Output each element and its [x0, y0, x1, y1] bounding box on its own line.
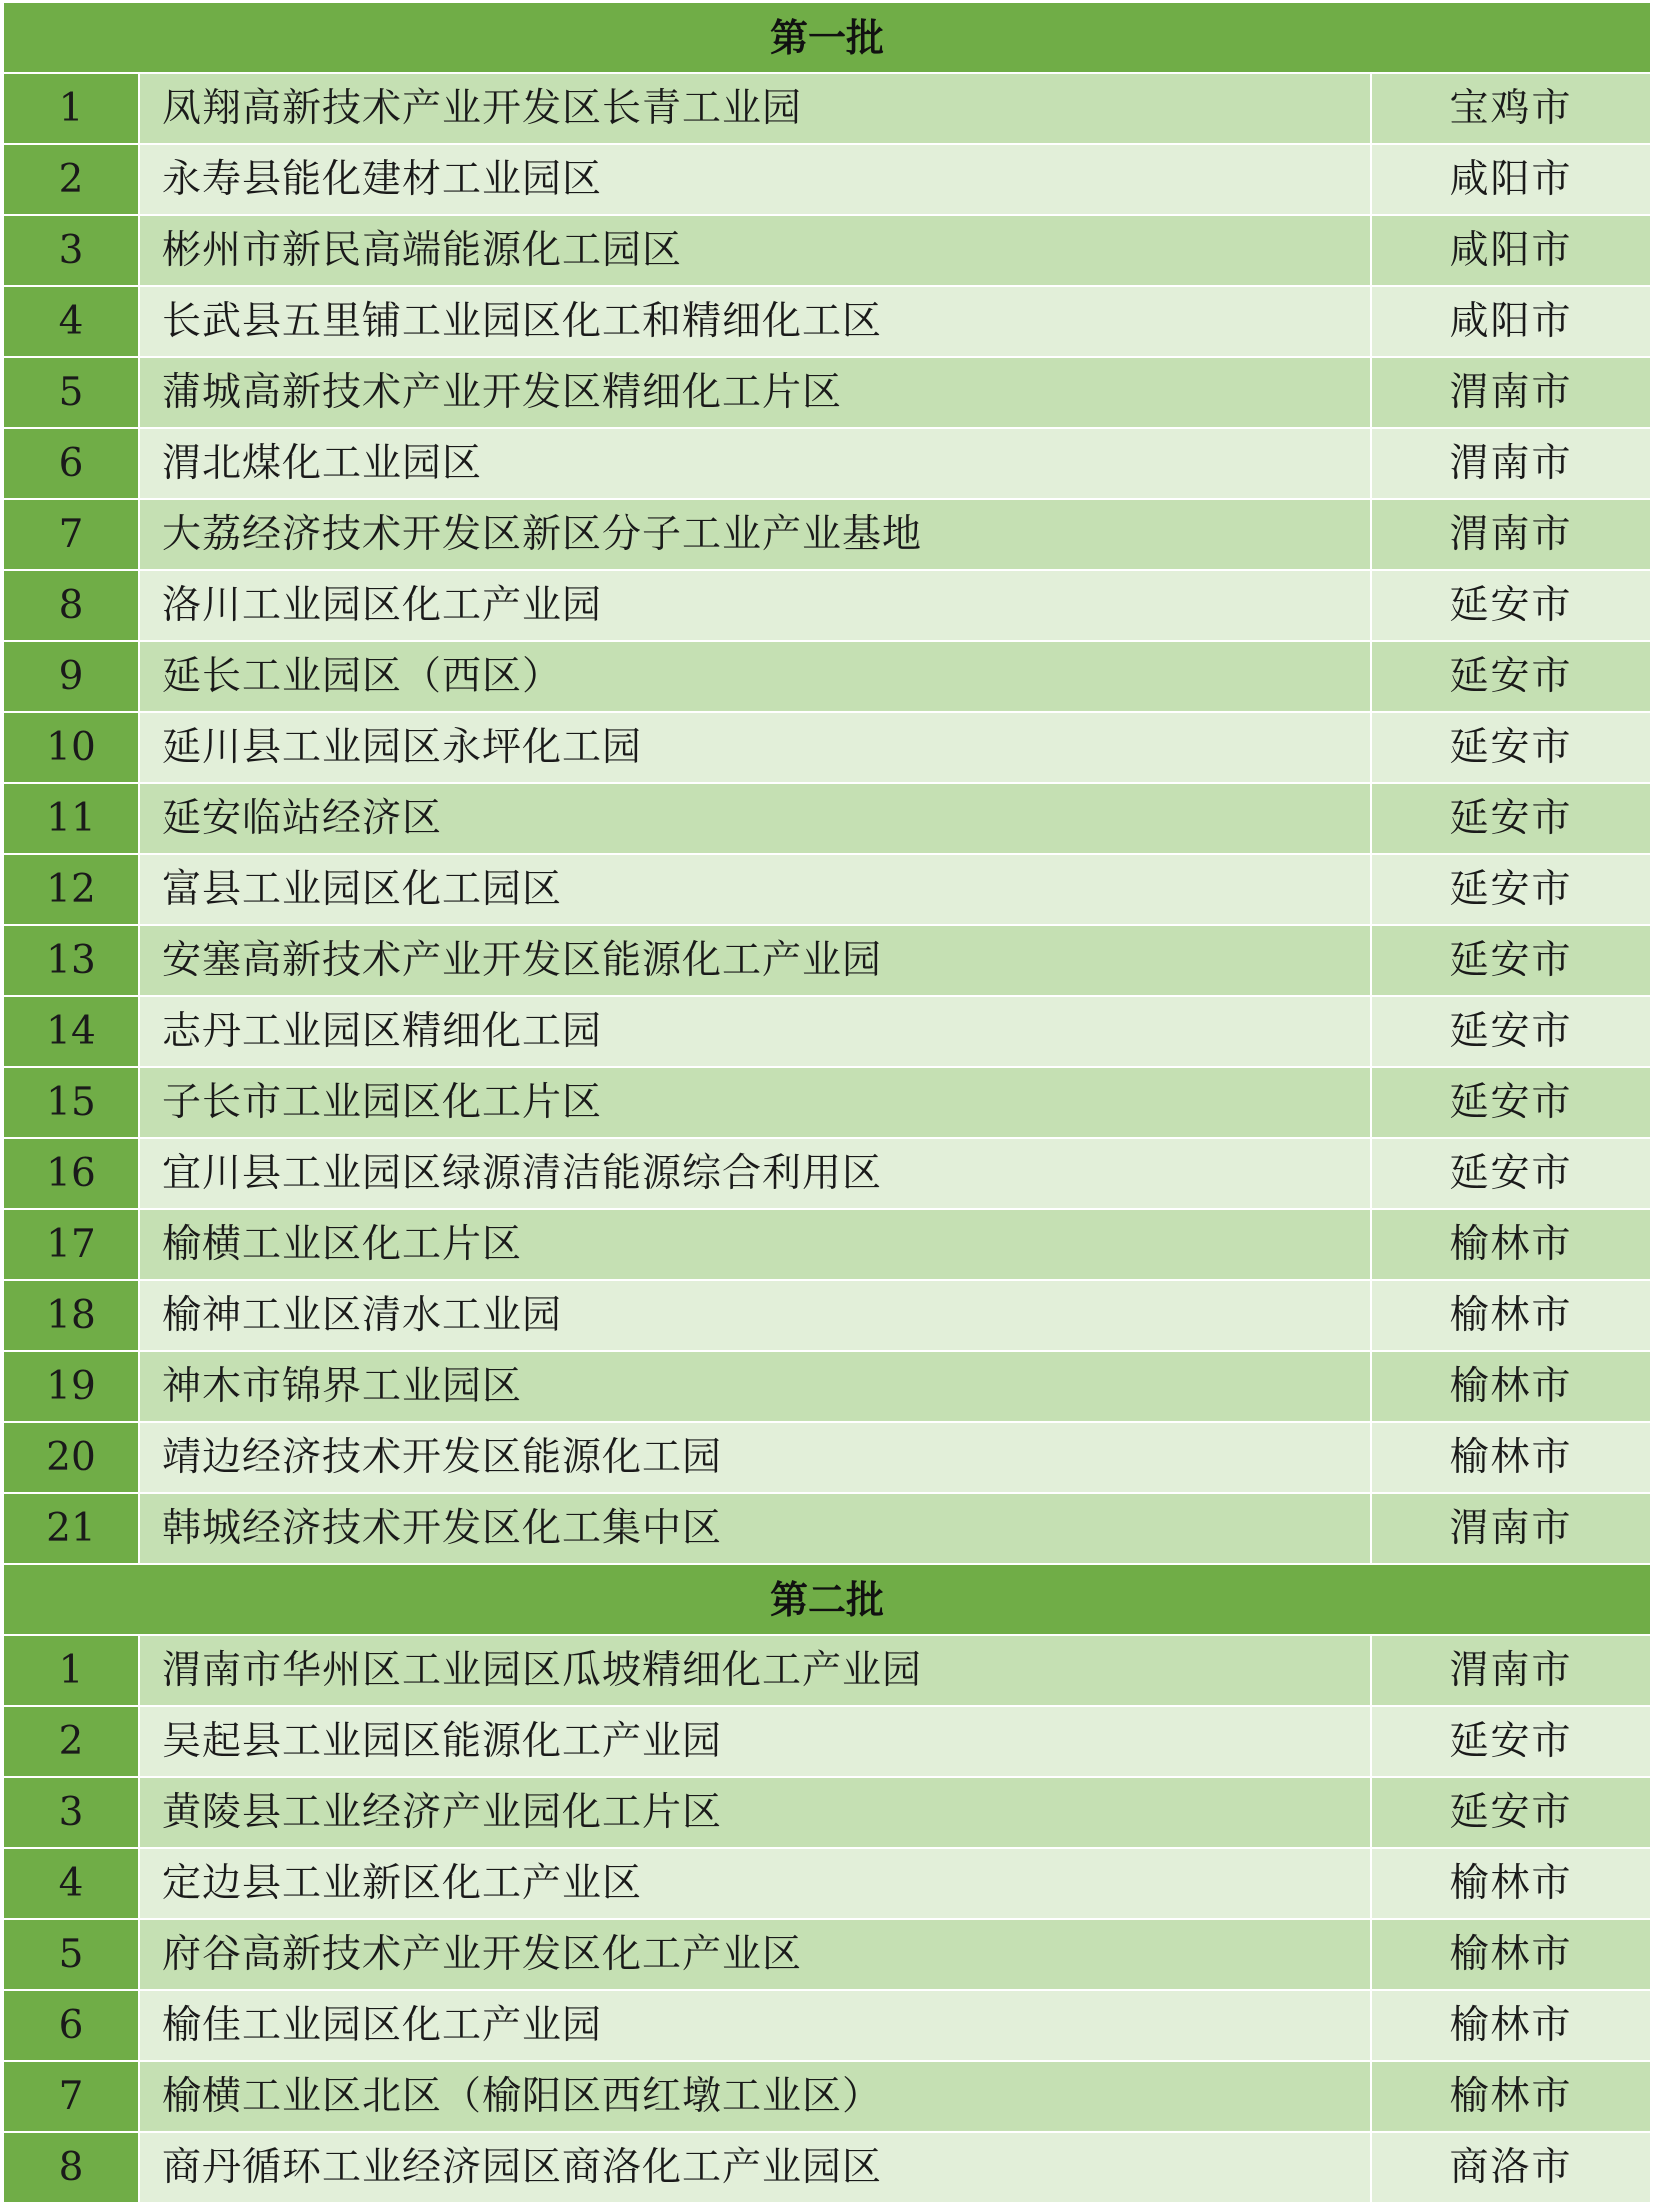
table-row [3, 1635, 1651, 1706]
table-row [3, 1209, 1651, 1280]
city-name: 延安市 [1371, 712, 1651, 783]
table-body [3, 2, 1651, 2203]
table-row [3, 1706, 1651, 1777]
table-row [3, 783, 1651, 854]
table-row [3, 1919, 1651, 1990]
table-row [3, 2061, 1651, 2132]
city-name: 延安市 [1371, 996, 1651, 1067]
row-number: 6 [3, 1990, 139, 2061]
row-number: 15 [3, 1067, 139, 1138]
batch-header-row [3, 1564, 1651, 1635]
city-name: 榆林市 [1371, 1209, 1651, 1280]
table-row [3, 144, 1651, 215]
row-number: 5 [3, 1919, 139, 1990]
park-name: 商丹循环工业经济园区商洛化工产业园区 [139, 2132, 1371, 2203]
park-name: 大荔经济技术开发区新区分子工业产业基地 [139, 499, 1371, 570]
row-number: 2 [3, 1706, 139, 1777]
row-number: 17 [3, 1209, 139, 1280]
row-number: 8 [3, 2132, 139, 2203]
table-row [3, 925, 1651, 996]
city-name: 商洛市 [1371, 2132, 1651, 2203]
park-name: 定边县工业新区化工产业区 [139, 1848, 1371, 1919]
table-row [3, 1848, 1651, 1919]
row-number: 3 [3, 1777, 139, 1848]
city-name: 榆林市 [1371, 1280, 1651, 1351]
batch-header-row [3, 2, 1651, 73]
table-row [3, 1067, 1651, 1138]
row-number: 7 [3, 499, 139, 570]
park-name: 凤翔高新技术产业开发区长青工业园 [139, 73, 1371, 144]
table-row [3, 1280, 1651, 1351]
table-row [3, 1990, 1651, 2061]
city-name: 延安市 [1371, 1067, 1651, 1138]
batch-title: 第一批 [3, 2, 1651, 73]
park-name: 渭南市华州区工业园区瓜坡精细化工产业园 [139, 1635, 1371, 1706]
park-name: 永寿县能化建材工业园区 [139, 144, 1371, 215]
park-name: 洛川工业园区化工产业园 [139, 570, 1371, 641]
row-number: 8 [3, 570, 139, 641]
row-number: 21 [3, 1493, 139, 1564]
city-name: 咸阳市 [1371, 144, 1651, 215]
row-number: 4 [3, 286, 139, 357]
city-name: 延安市 [1371, 854, 1651, 925]
park-name: 韩城经济技术开发区化工集中区 [139, 1493, 1371, 1564]
table-row [3, 1351, 1651, 1422]
city-name: 延安市 [1371, 925, 1651, 996]
park-name: 榆神工业区清水工业园 [139, 1280, 1371, 1351]
row-number: 7 [3, 2061, 139, 2132]
park-name: 宜川县工业园区绿源清洁能源综合利用区 [139, 1138, 1371, 1209]
park-name: 延川县工业园区永坪化工园 [139, 712, 1371, 783]
table-row [3, 712, 1651, 783]
table-row [3, 1777, 1651, 1848]
table-row [3, 1138, 1651, 1209]
row-number: 11 [3, 783, 139, 854]
table-row [3, 2132, 1651, 2203]
table-row [3, 215, 1651, 286]
city-name: 延安市 [1371, 1706, 1651, 1777]
city-name: 渭南市 [1371, 499, 1651, 570]
park-name: 安塞高新技术产业开发区能源化工产业园 [139, 925, 1371, 996]
city-name: 渭南市 [1371, 428, 1651, 499]
table-row [3, 357, 1651, 428]
row-number: 9 [3, 641, 139, 712]
city-name: 渭南市 [1371, 1635, 1651, 1706]
park-name: 黄陵县工业经济产业园化工片区 [139, 1777, 1371, 1848]
city-name: 延安市 [1371, 570, 1651, 641]
batch-title: 第二批 [3, 1564, 1651, 1635]
park-name: 府谷高新技术产业开发区化工产业区 [139, 1919, 1371, 1990]
table-row [3, 641, 1651, 712]
park-name: 榆佳工业园区化工产业园 [139, 1990, 1371, 2061]
city-name: 延安市 [1371, 783, 1651, 854]
chemical-park-table [2, 1, 1652, 2204]
park-name: 延长工业园区（西区） [139, 641, 1371, 712]
row-number: 5 [3, 357, 139, 428]
row-number: 6 [3, 428, 139, 499]
city-name: 渭南市 [1371, 1493, 1651, 1564]
park-name: 蒲城高新技术产业开发区精细化工片区 [139, 357, 1371, 428]
city-name: 榆林市 [1371, 1848, 1651, 1919]
park-name: 榆横工业区北区（榆阳区西红墩工业区） [139, 2061, 1371, 2132]
city-name: 咸阳市 [1371, 286, 1651, 357]
city-name: 延安市 [1371, 1777, 1651, 1848]
city-name: 延安市 [1371, 641, 1651, 712]
row-number: 10 [3, 712, 139, 783]
row-number: 19 [3, 1351, 139, 1422]
table-row [3, 570, 1651, 641]
city-name: 宝鸡市 [1371, 73, 1651, 144]
row-number: 12 [3, 854, 139, 925]
city-name: 咸阳市 [1371, 215, 1651, 286]
park-name: 志丹工业园区精细化工园 [139, 996, 1371, 1067]
row-number: 16 [3, 1138, 139, 1209]
park-name: 富县工业园区化工园区 [139, 854, 1371, 925]
city-name: 榆林市 [1371, 1422, 1651, 1493]
city-name: 渭南市 [1371, 357, 1651, 428]
park-name: 榆横工业区化工片区 [139, 1209, 1371, 1280]
table-row [3, 1493, 1651, 1564]
park-name: 靖边经济技术开发区能源化工园 [139, 1422, 1371, 1493]
park-name: 彬州市新民高端能源化工园区 [139, 215, 1371, 286]
park-name: 神木市锦界工业园区 [139, 1351, 1371, 1422]
park-name: 延安临站经济区 [139, 783, 1371, 854]
table-row [3, 854, 1651, 925]
park-name: 子长市工业园区化工片区 [139, 1067, 1371, 1138]
city-name: 榆林市 [1371, 1351, 1651, 1422]
table-row [3, 1422, 1651, 1493]
row-number: 14 [3, 996, 139, 1067]
row-number: 3 [3, 215, 139, 286]
park-name: 渭北煤化工业园区 [139, 428, 1371, 499]
table-row [3, 499, 1651, 570]
city-name: 榆林市 [1371, 2061, 1651, 2132]
row-number: 1 [3, 73, 139, 144]
row-number: 2 [3, 144, 139, 215]
table-row [3, 428, 1651, 499]
park-name: 长武县五里铺工业园区化工和精细化工区 [139, 286, 1371, 357]
table-row [3, 73, 1651, 144]
city-name: 延安市 [1371, 1138, 1651, 1209]
table-row [3, 996, 1651, 1067]
city-name: 榆林市 [1371, 1919, 1651, 1990]
city-name: 榆林市 [1371, 1990, 1651, 2061]
table-row [3, 286, 1651, 357]
row-number: 4 [3, 1848, 139, 1919]
row-number: 18 [3, 1280, 139, 1351]
row-number: 1 [3, 1635, 139, 1706]
row-number: 20 [3, 1422, 139, 1493]
row-number: 13 [3, 925, 139, 996]
park-name: 吴起县工业园区能源化工产业园 [139, 1706, 1371, 1777]
